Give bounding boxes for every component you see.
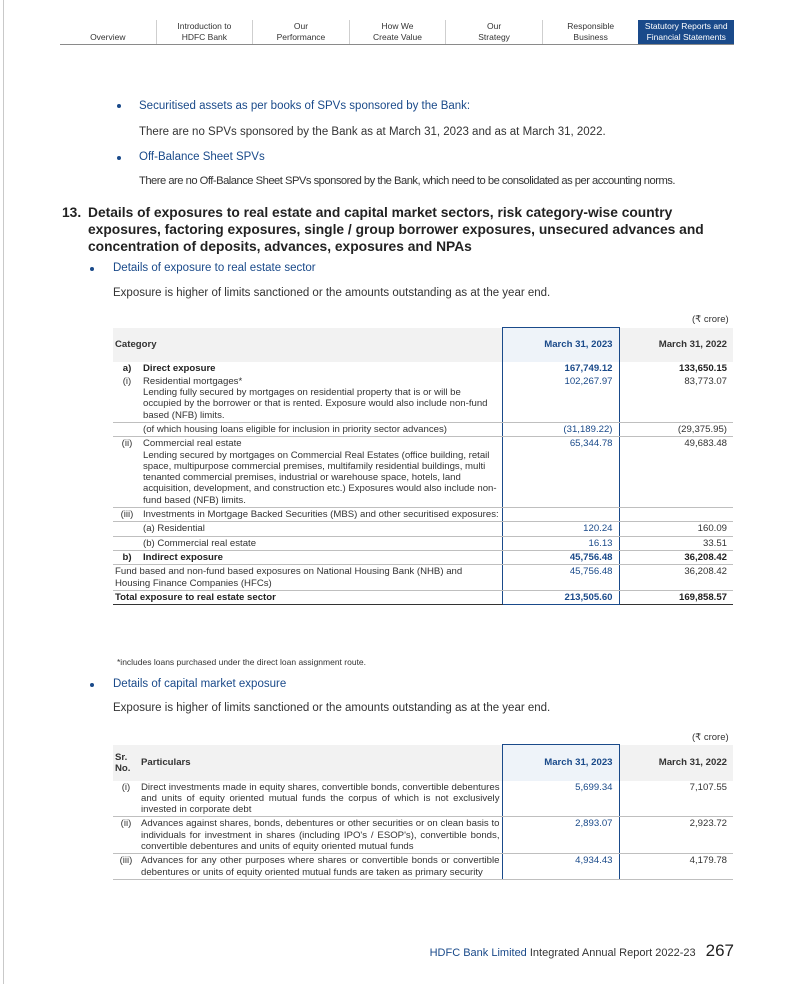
row-number: (ii): [113, 437, 141, 508]
table-row: [113, 854, 733, 880]
table-row: [113, 536, 733, 550]
row-number: [113, 536, 141, 550]
table-row: [113, 522, 733, 536]
capital-market-intro: Exposure is higher of limits sanctioned or the amounts outstanding as at the year end.: [113, 702, 551, 714]
bullet-dot: [117, 104, 121, 108]
row-number: (i): [113, 781, 139, 817]
row-particulars: Total exposure to real estate sector: [113, 590, 502, 604]
page-number: 267: [705, 941, 734, 960]
table-row: [113, 437, 733, 508]
nav-tab-introduction[interactable]: Introduction to HDFC Bank: [156, 20, 253, 44]
table-row: [113, 590, 733, 604]
value-2023: 65,344.78: [502, 437, 619, 508]
row-particulars: Direct exposure: [143, 362, 216, 374]
value-2022: [619, 508, 733, 522]
value-2022: 36,208.42: [619, 565, 733, 591]
section-title: Details of exposures to real estate and capital market sectors, risk category-wise country exposures, factoring exposures, single / group borrower exposures, unsecured advances and concentration of deposits, advances, exposures and NPAs: [88, 205, 704, 254]
nav-tab-overview[interactable]: Overview: [90, 32, 126, 42]
page-footer: [430, 941, 734, 961]
column-header-2023: March 31, 2023: [502, 745, 619, 781]
paragraph-no-off-balance-spvs: There are no Off-Balance Sheet SPVs sponsored by the Bank, which need to be consolidated as per accounting norms.: [139, 175, 675, 187]
value-2022: 133,650.15: [678, 362, 727, 374]
bullet-securitised-assets: Securitised assets as per books of SPVs sponsored by the Bank:: [139, 100, 471, 112]
row-particulars: Residential mortgages* Lending fully secured by mortgages on residential property that is or will be occupied by the borrower or that is rented. Exposure would also include non-fund based (NFB) limits.: [141, 375, 502, 423]
table-row: [113, 781, 733, 817]
row-particulars: (of which housing loans eligible for inclusion in priority sector advances): [141, 422, 502, 436]
table-row: [113, 375, 733, 423]
value-2023: [502, 508, 619, 522]
value-2023: 213,505.60: [502, 590, 619, 604]
real-estate-footnote: *includes loans purchased under the direct loan assignment route.: [117, 657, 367, 667]
value-2023: 167,749.12: [502, 362, 619, 375]
row-number: [113, 422, 141, 436]
real-estate-table: [113, 327, 733, 605]
table-row: [113, 422, 733, 436]
column-header-srno: Sr. No.: [113, 745, 139, 781]
row-particulars: Investments in Mortgage Backed Securities (MBS) and other securitised exposures:: [141, 508, 502, 522]
real-estate-unit: (₹ crore): [692, 314, 729, 325]
page-edge-rule: [3, 0, 4, 984]
table-row: [113, 508, 733, 522]
row-particulars: Direct investments made in equity shares, convertible bonds, convertible debentures and units of equity oriented mutual funds the corpus of which is not exclusively invested in corporate debt: [139, 781, 502, 817]
value-2023: 45,756.48: [502, 565, 619, 591]
footer-report-title: [527, 947, 696, 959]
value-2022: 33.51: [619, 536, 733, 550]
row-number: [113, 522, 141, 536]
row-particulars: Indirect exposure: [141, 550, 502, 564]
row-number: (i): [113, 375, 141, 423]
paragraph-no-spvs: There are no SPVs sponsored by the Bank as at March 31, 2023 and as at March 31, 2022.: [139, 126, 606, 138]
column-header-particulars: Particulars: [139, 745, 502, 781]
capital-market-unit: (₹ crore): [692, 732, 729, 743]
nav-tab-performance[interactable]: Our Performance: [252, 20, 349, 44]
row-particulars: Advances for any other purposes where shares or convertible bonds or convertible debentures or units of equity oriented mutual funds are taken as primary security: [139, 854, 502, 880]
column-header-2023: March 31, 2023: [502, 328, 619, 362]
value-2023: 4,934.43: [502, 854, 619, 880]
nav-tab-create-value[interactable]: How We Create Value: [349, 20, 446, 44]
row-number: a): [122, 362, 132, 374]
table-row: [113, 565, 733, 591]
bullet-dot: [90, 267, 94, 271]
row-particulars: (b) Commercial real estate: [141, 536, 502, 550]
capital-market-table: [113, 744, 733, 880]
bullet-off-balance-sheet: Off-Balance Sheet SPVs: [139, 151, 265, 163]
row-particulars: Commercial real estate Lending secured by mortgages on Commercial Real Estates (office building, retail space, multipurpose commercial premises, multifamily residential buildings, multi tenanted commercial premises, industrial or warehouse space, hotels, land acquisition, development, and construction etc.) Exposures would also include non-fund based (NFB) limits.: [141, 437, 502, 508]
value-2022: (29,375.95): [619, 422, 733, 436]
row-number: (iii): [113, 508, 141, 522]
nav-tab-statutory-reports[interactable]: Statutory Reports and Financial Statements: [638, 20, 734, 44]
value-2023: 16.13: [502, 536, 619, 550]
column-header-2022: March 31, 2022: [619, 745, 733, 781]
table-row: [113, 817, 733, 854]
section-number: 13.: [62, 205, 82, 220]
value-2022: 49,683.48: [619, 437, 733, 508]
table-row: [113, 362, 733, 375]
column-header-2022: March 31, 2022: [619, 328, 733, 362]
value-2022: 7,107.55: [619, 781, 733, 817]
value-2023: 120.24: [502, 522, 619, 536]
value-2023: 102,267.97: [502, 375, 619, 423]
value-2022: 83,773.07: [619, 375, 733, 423]
column-header-category: Category: [113, 328, 502, 362]
footer-report-text: Integrated Annual Report 2022-23: [529, 947, 696, 959]
value-2022: 4,179.78: [619, 854, 733, 880]
top-navigation: [60, 20, 734, 45]
value-2023: 5,699.34: [502, 781, 619, 817]
value-2023: 45,756.48: [502, 550, 619, 564]
section-13-heading: [62, 204, 734, 255]
nav-tab-responsible-business[interactable]: Responsible Business: [542, 20, 639, 44]
value-2023: 2,893.07: [502, 817, 619, 854]
footer-brand: HDFC Bank Limited: [429, 947, 527, 959]
row-number: b): [113, 550, 141, 564]
bullet-dot: [117, 156, 121, 160]
row-particulars: (a) Residential: [141, 522, 502, 536]
table-row: [113, 550, 733, 564]
bullet-dot: [90, 683, 94, 687]
value-2022: 36,208.42: [619, 550, 733, 564]
row-number: (iii): [113, 854, 139, 880]
value-2022: 2,923.72: [619, 817, 733, 854]
capital-market-heading: Details of capital market exposure: [113, 678, 287, 690]
row-number: (ii): [113, 817, 139, 854]
real-estate-intro: Exposure is higher of limits sanctioned or the amounts outstanding as at the year end.: [113, 287, 551, 299]
value-2023: (31,189.22): [502, 422, 619, 436]
row-particulars: Advances against shares, bonds, debentures or other securities or on clean basis to individuals for investment in shares (including IPO's / ESOP's), convertible bonds, convertible debentures and units of equity oriented mutual funds: [139, 817, 502, 854]
value-2022: 169,858.57: [619, 590, 733, 604]
nav-tab-strategy[interactable]: Our Strategy: [445, 20, 542, 44]
value-2022: 160.09: [619, 522, 733, 536]
row-particulars: Fund based and non-fund based exposures on National Housing Bank (NHB) and Housing Finance Companies (HFCs): [113, 565, 502, 591]
real-estate-heading: Details of exposure to real estate sector: [113, 262, 316, 274]
